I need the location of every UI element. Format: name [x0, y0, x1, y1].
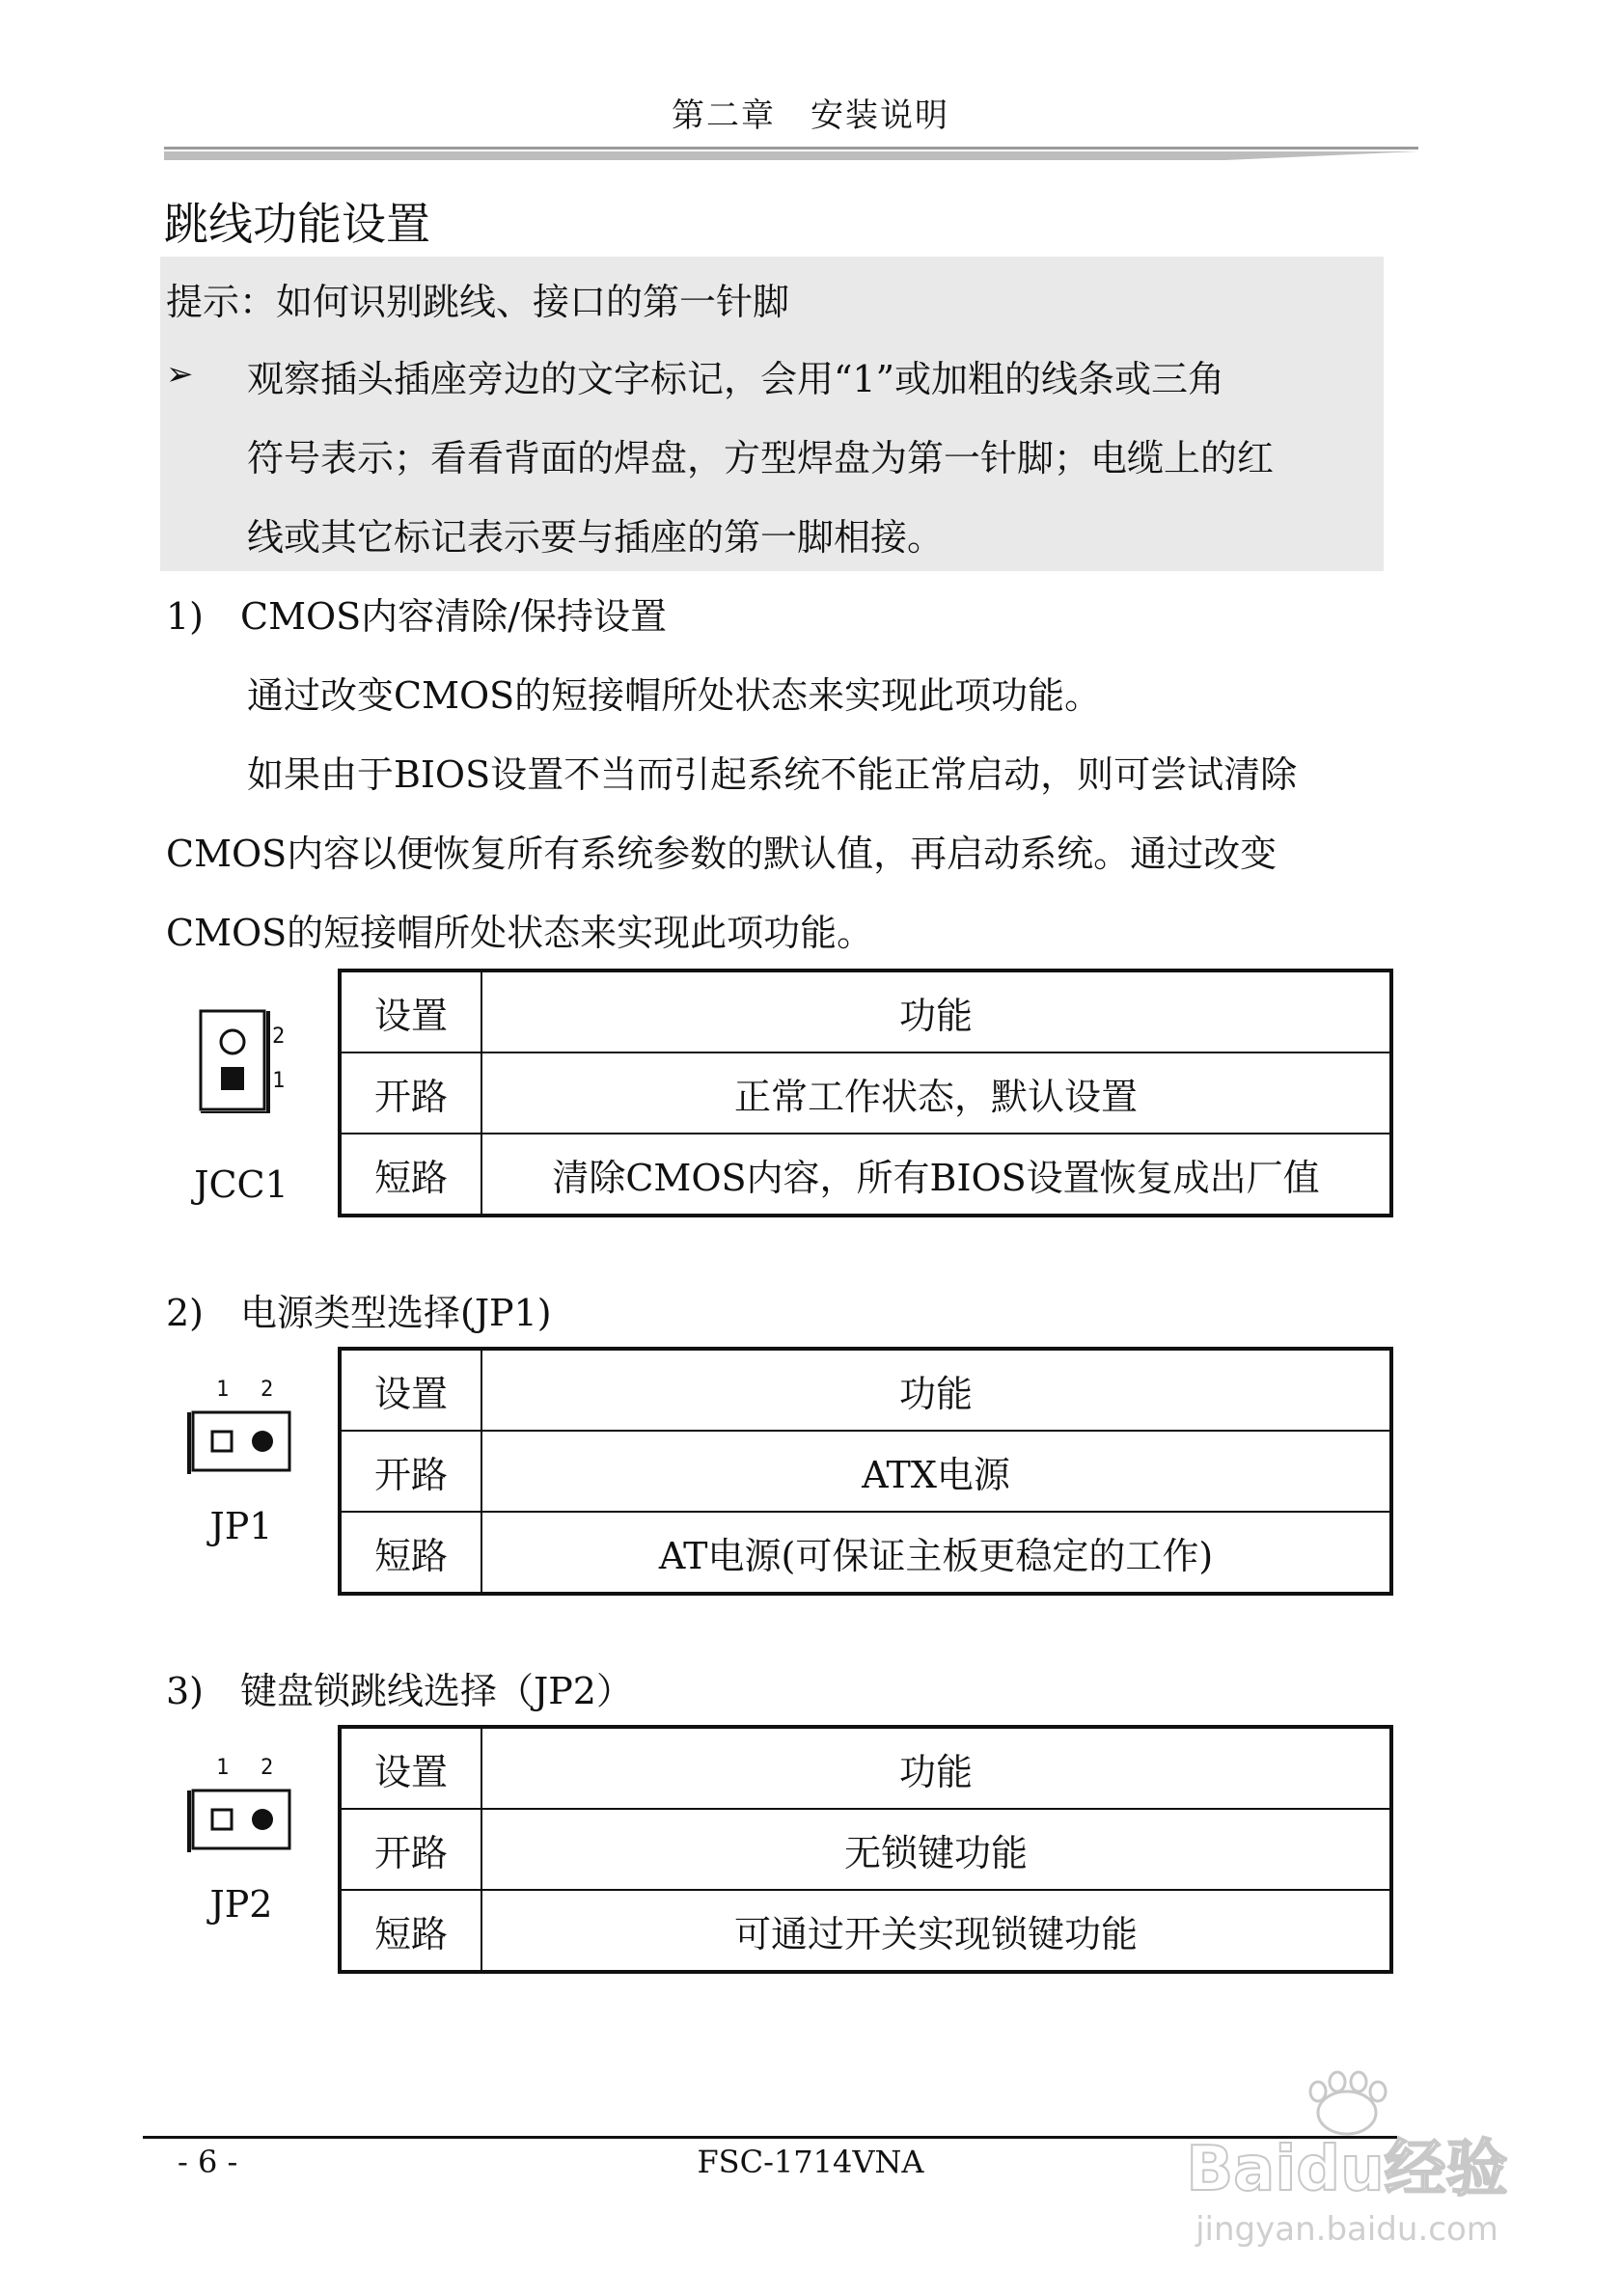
jp2-heading: 3) 键盘锁跳线选择（JP2）	[166, 1670, 633, 1712]
table-cell: AT电源(可保证主板更稳定的工作)	[481, 1512, 1391, 1594]
table-header-cell: 设置	[340, 1727, 481, 1809]
table-header-cell: 功能	[481, 1727, 1391, 1809]
jp1-jumper-diagram	[185, 1408, 301, 1476]
jp1-heading: 2) 电源类型选择(JP1)	[166, 1292, 552, 1334]
table-cell: ATX电源	[481, 1431, 1391, 1512]
cmos-para-2-line-2: CMOS内容以便恢复所有系统参数的默认值，再启动系统。通过改变	[166, 833, 1278, 875]
jcc1-pin-1-label: 1	[272, 1069, 286, 1093]
watermark-brand: Baidu经验	[1186, 2134, 1508, 2205]
table-header-cell: 功能	[481, 1349, 1391, 1431]
table-header-row	[340, 1349, 1391, 1431]
table-row	[340, 1890, 1391, 1972]
table-row	[340, 1134, 1391, 1216]
cmos-para-2-line-3: CMOS的短接帽所处状态来实现此项功能。	[166, 912, 874, 954]
table-row	[340, 1512, 1391, 1594]
jp2-label: JP2	[209, 1883, 273, 1926]
table-header-row	[340, 970, 1391, 1052]
watermark-url: jingyan.baidu.com	[1195, 2210, 1498, 2249]
table-header-row	[340, 1727, 1391, 1809]
cmos-jumper-table	[338, 969, 1393, 1217]
jp2-jumper-diagram	[185, 1787, 301, 1854]
cmos-para-2-line-1: 如果由于BIOS设置不当而引起系统不能正常启动，则可尝试清除	[247, 753, 1298, 796]
table-row	[340, 1809, 1391, 1890]
table-header-cell: 设置	[340, 1349, 481, 1431]
table-cell: 开路	[340, 1809, 481, 1890]
jcc1-pin-2-label: 2	[272, 1025, 286, 1049]
baidu-jingyan-watermark	[1154, 2064, 1540, 2257]
table-header-cell: 设置	[340, 970, 481, 1052]
section-title: 跳线功能设置	[164, 198, 430, 250]
tip-title: 提示：如何识别跳线、接口的第一针脚	[166, 281, 790, 323]
tip-line-1: 观察插头插座旁边的文字标记，会用“1”或加粗的线条或三角	[247, 358, 1225, 400]
tip-line-2: 符号表示；看看背面的焊盘，方型焊盘为第一针脚；电缆上的红	[247, 437, 1275, 479]
table-row	[340, 1431, 1391, 1512]
page-header-title: 第二章 安装说明	[672, 96, 949, 135]
page-number: - 6 -	[178, 2144, 238, 2180]
cmos-heading: 1) CMOS内容清除/保持设置	[166, 595, 667, 638]
table-cell: 短路	[340, 1890, 481, 1972]
table-cell: 可通过开关实现锁键功能	[481, 1890, 1391, 1972]
jcc1-jumper-diagram	[197, 1007, 303, 1113]
table-cell: 清除CMOS内容，所有BIOS设置恢复成出厂值	[481, 1134, 1391, 1216]
jcc1-label: JCC1	[194, 1163, 288, 1206]
model-name: FSC-1714VNA	[697, 2144, 924, 2180]
cmos-para-1: 通过改变CMOS的短接帽所处状态来实现此项功能。	[247, 674, 1102, 717]
table-cell: 正常工作状态，默认设置	[481, 1052, 1391, 1134]
bullet-arrow-icon: ➢	[166, 355, 194, 394]
jp2-pin-2-label: 2	[261, 1756, 274, 1780]
jp1-pin-2-label: 2	[261, 1378, 274, 1402]
table-header-cell: 功能	[481, 970, 1391, 1052]
table-cell: 开路	[340, 1431, 481, 1512]
jp1-label: JP1	[209, 1505, 273, 1547]
header-rule	[164, 145, 1418, 162]
jp1-pin-1-label: 1	[216, 1378, 230, 1402]
table-cell: 短路	[340, 1512, 481, 1594]
table-row	[340, 1052, 1391, 1134]
jp2-jumper-table	[338, 1725, 1393, 1974]
table-cell: 开路	[340, 1052, 481, 1134]
jp1-jumper-table	[338, 1347, 1393, 1596]
tip-line-3: 线或其它标记表示要与插座的第一脚相接。	[247, 516, 945, 559]
table-cell: 无锁键功能	[481, 1809, 1391, 1890]
jp2-pin-1-label: 1	[216, 1756, 230, 1780]
table-cell: 短路	[340, 1134, 481, 1216]
